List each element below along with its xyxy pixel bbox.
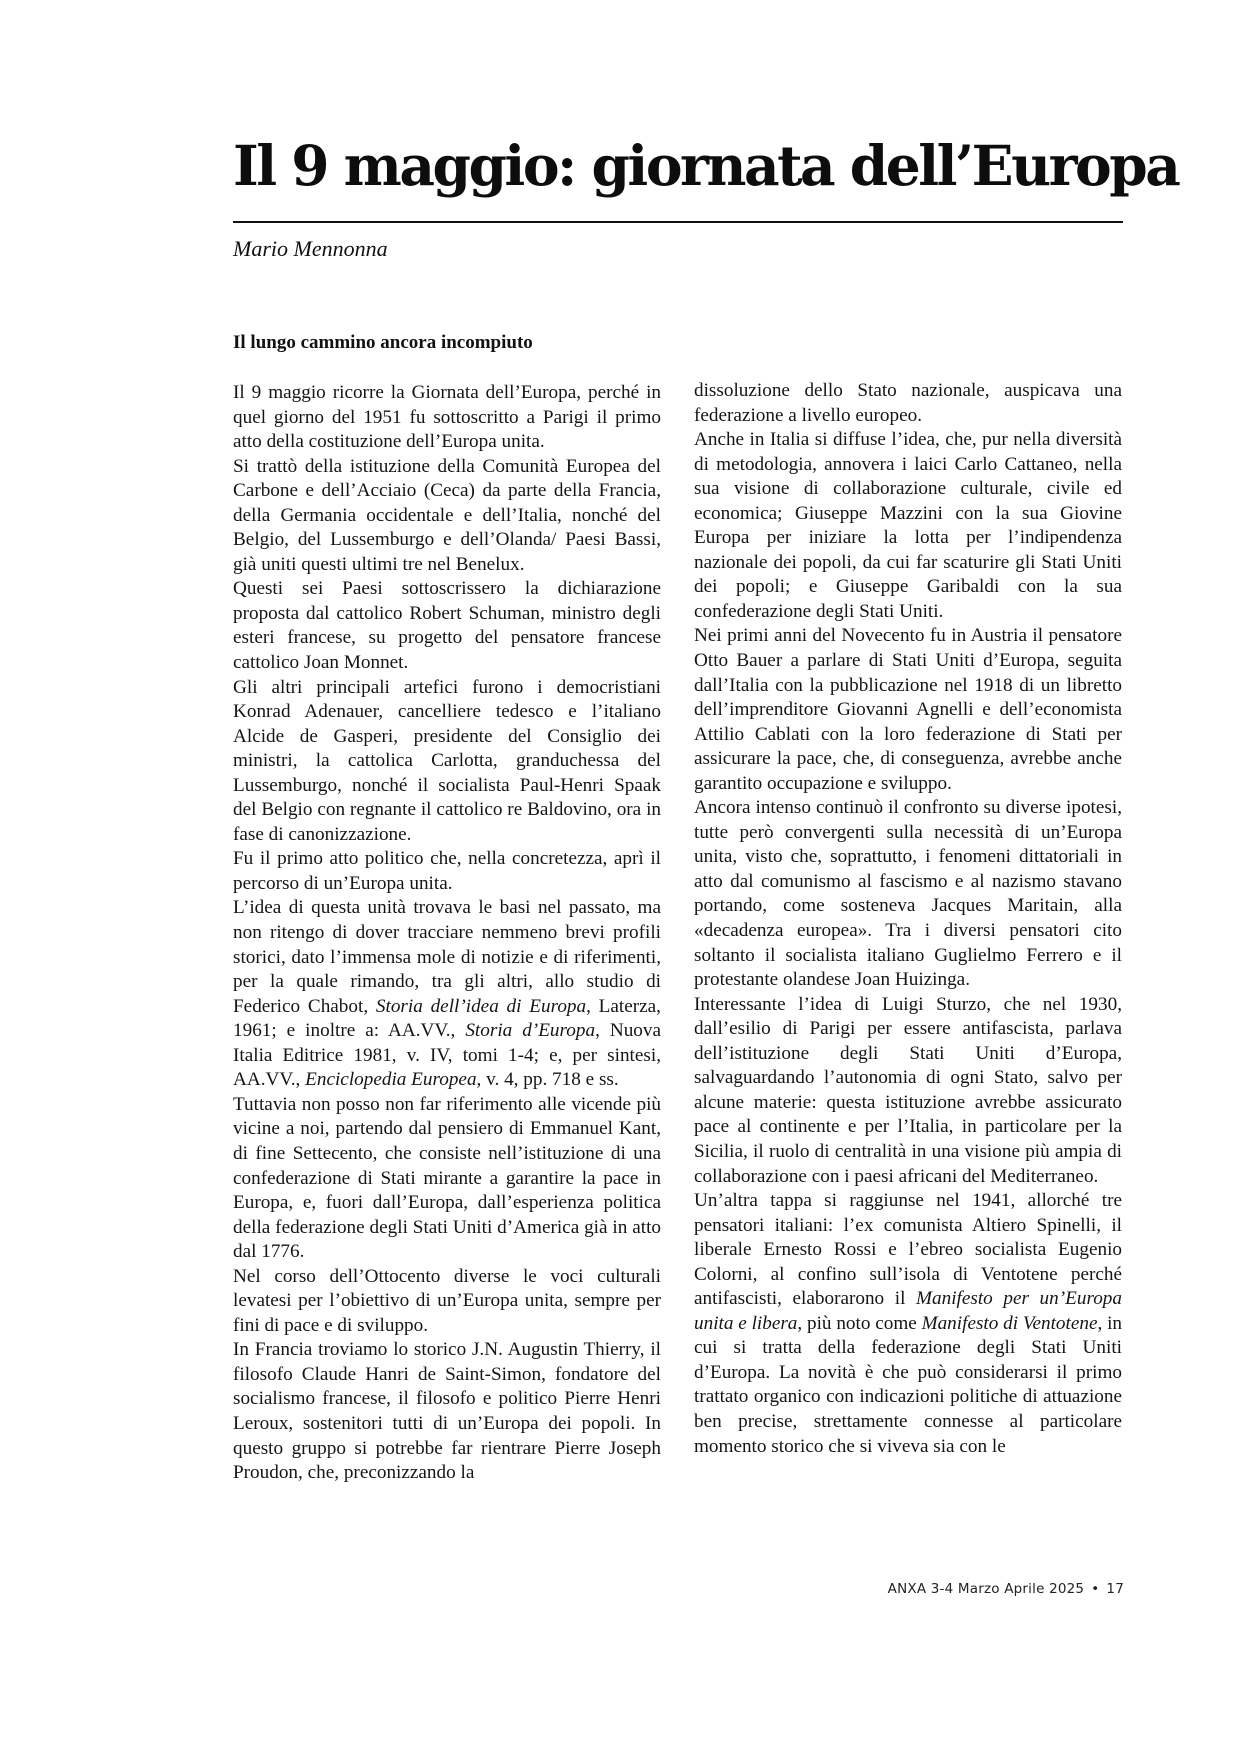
paragraph: Tuttavia non posso non far riferimento alle vicende più vicine a noi, partendo dal pensiero di Emmanuel Kant, di fine Settecento, che consiste nell’istituzione di una confederazione di Stati mirante a garantire la pace in Europa, e, fuori dall’Europa, dall’esperienza politica della federazione degli Stati Uniti d’America già in atto dal 1776. [233, 1093, 661, 1263]
text-run: Un’altra tappa si raggiunse nel 1941, allorché tre pensatori italiani: l’ex comunista Altiero Spinelli, il liberale Ernesto Rossi e l’ebreo socialista Eugenio Colorni, al confino sull’isola di Ventotene perché antifascisti, elaborarono il [694, 1190, 1122, 1310]
text-run: , Laterza, 1961; e inoltre a: AA.VV., [233, 995, 661, 1042]
italic-title: Storia dell’idea di Europa [375, 995, 587, 1017]
page-footer [888, 1581, 1124, 1597]
text-run: , v. 4, pp. 718 e ss. [476, 1069, 619, 1091]
right-column [694, 379, 1122, 1459]
italic-title: Manifesto di Ventotene [921, 1312, 1098, 1334]
paragraph: Ancora intenso continuò il confronto su diverse ipotesi, tutte però convergenti sulla necessità di un’Europa unita, visto che, soprattutto, i fenomeni dittatoriali in atto dal comunismo al fascismo e al nazismo stavano portando, come sosteneva Jacques Maritain, alla «decadenza europea». Tra i diversi pensatori cito soltanto il socialista italiano Guglielmo Ferrero e il protestante olandese Joan Huizinga. [694, 797, 1122, 991]
article-title: Il 9 maggio: giornata dell’Europa [233, 133, 1179, 198]
paragraph: Questi sei Paesi sottoscrissero la dichiarazione proposta dal cattolico Robert Schuman, ministro degli esteri francese, su progetto del pensatore francese cattolico Joan Monnet. [233, 578, 661, 674]
paragraph: Il 9 maggio ricorre la Giornata dell’Europa, perché in quel giorno del 1951 fu sottoscritto a Parigi il primo atto della costituzione dell’Europa unita. [233, 382, 661, 453]
title-divider [233, 221, 1123, 223]
paragraph: Si trattò della istituzione della Comunità Europea del Carbone e dell’Acciaio (Ceca) da parte della Francia, della Germania occidentale e dell’Italia, nonché del Belgio, del Lussemburgo e dell’Olanda/ Paesi Bassi, già uniti questi ultimi tre nel Benelux. [233, 455, 661, 575]
left-column [233, 381, 661, 1486]
footer-separator: • [1091, 1581, 1100, 1597]
paragraph: Gli altri principali artefici furono i democristiani Konrad Adenauer, cancelliere tedesco e l’italiano Alcide de Gasperi, presidente del Consiglio dei ministri, la cattolica Carlotta, granduchessa del Lussemburgo, nonché il socialista Paul-Henri Spaak del Belgio con regnante il cattolico re Baldovino, ora in fase di canonizzazione. [233, 676, 661, 845]
paragraph: dissoluzione dello Stato nazionale, auspicava una federazione a livello europeo. [694, 380, 1122, 426]
italic-title: Enciclopedia Europea [305, 1069, 477, 1091]
footer-publication: ANXA 3-4 Marzo Aprile 2025 [887, 1581, 1085, 1597]
paragraph [233, 896, 661, 1092]
paragraph: Interessante l’idea di Luigi Sturzo, che nel 1930, dall’esilio di Parigi per essere antifascista, parlava dell’istituzione degli Stati Uniti d’Europa, salvaguardando l’autonomia di ogni Stato, salvo per alcune materie: questa istituzione avrebbe assicurato pace al continente e per l’Italia, in particolare per la Sicilia, il ruolo di centralità in una visione più ampia di collaborazione con i paesi africani del Mediterraneo. [694, 993, 1122, 1187]
italic-title: Storia d’Europa [465, 1020, 596, 1042]
text-run: , più noto come [797, 1312, 922, 1334]
article-author: Mario Mennonna [233, 236, 388, 261]
italic-title: Manifesto per un’Europa unita e libera [694, 1288, 1122, 1334]
text-run: L’idea di questa unità trovava le basi nel passato, ma non ritengo di dover tracciare nemmeno brevi profili storici, dato l’immensa mole di notizie e di riferimenti, per la quale rimando, tra gli altri, allo studio di Federico Chabot, [233, 897, 661, 1017]
paragraph: Nei primi anni del Novecento fu in Austria il pensatore Otto Bauer a parlare di Stati Uniti d’Europa, seguita dall’Italia con la pubblicazione nel 1918 di un libretto dell’imprenditore Giovanni Agnelli e dell’economista Attilio Cablati con la loro federazione di Stati per assicurare la pace, che, di conseguenza, avrebbe anche garantito occupazione e sviluppo. [694, 625, 1122, 794]
paragraph: In Francia troviamo lo storico J.N. Augustin Thierry, il filosofo Claude Hanri de Saint-Simon, fondatore del socialismo francese, il filosofo e politico Pierre Henri Leroux, sostenitori tutti di un’Europa dei popoli. In questo gruppo si potrebbe far rientrare Pierre Joseph Proudon, che, preconizzando la [233, 1339, 661, 1484]
page-number: 17 [1106, 1581, 1124, 1597]
section-heading: Il lungo cammino ancora incompiuto [233, 332, 533, 353]
text-run: , in cui si tratta della federazione degli Stati Uniti d’Europa. La novità è che può considerarsi il primo trattato organico con indicazioni politiche di attuazione ben precise, strettamente connesse al particolare momento storico che si viveva sia con le [694, 1312, 1122, 1457]
paragraph [694, 1189, 1122, 1459]
paragraph: Fu il primo atto politico che, nella concretezza, aprì il percorso di un’Europa unita. [233, 848, 661, 894]
paragraph: Anche in Italia si diffuse l’idea, che, pur nella diversità di metodologia, annovera i laici Carlo Cattaneo, nella sua visione di collaborazione culturale, civile ed economica; Giuseppe Mazzini con la sua Giovine Europa per iniziare la lotta per l’indipendenza nazionale dei popoli, da cui far scaturire gli Stati Uniti dei popoli; e Giuseppe Garibaldi con la sua confederazione degli Stati Uniti. [694, 429, 1122, 622]
text-run: , Nuova Italia Editrice 1981, v. IV, tomi 1-4; e, per sintesi, AA.VV., [233, 1020, 661, 1091]
paragraph: Nel corso dell’Ottocento diverse le voci culturali levatesi per l’obiettivo di un’Europa unita, sempre per fini di pace e di sviluppo. [233, 1265, 661, 1336]
